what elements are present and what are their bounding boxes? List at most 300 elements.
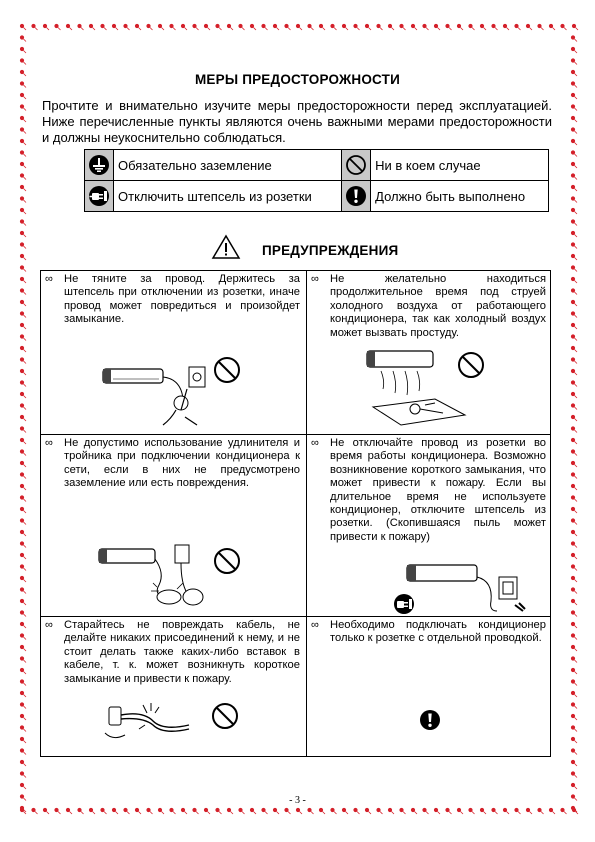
border-dot-tail xyxy=(208,812,211,815)
border-dot xyxy=(181,808,185,812)
border-dot xyxy=(20,656,24,660)
border-dot xyxy=(20,392,24,396)
border-dot-tail xyxy=(265,812,268,815)
border-dot xyxy=(146,808,150,812)
border-dot-tail xyxy=(575,212,578,215)
border-dot-tail xyxy=(380,812,383,815)
border-dot xyxy=(571,380,575,384)
warning-text-1: Не тяните за провод. Держитесь за штепсель при отключении из розетки, иначе провод может повредиться и произойдет замыкание. xyxy=(64,273,300,326)
border-dot-tail xyxy=(24,476,27,479)
border-dot xyxy=(330,24,334,28)
border-dot xyxy=(491,24,495,28)
border-dot-tail xyxy=(24,522,27,525)
border-dot-tail xyxy=(24,28,27,31)
border-dot-tail xyxy=(116,28,119,31)
border-dot-tail xyxy=(116,812,119,815)
border-dot xyxy=(376,24,380,28)
border-dot-tail xyxy=(24,695,27,698)
border-dot xyxy=(571,47,575,51)
border-dot-tail xyxy=(575,350,578,353)
border-dot xyxy=(434,808,438,812)
border-dot-tail xyxy=(24,614,27,617)
border-dot xyxy=(503,24,507,28)
border-dot xyxy=(571,564,575,568)
border-dot xyxy=(20,104,24,108)
border-dot xyxy=(31,24,35,28)
border-dot-tail xyxy=(24,545,27,548)
border-dot xyxy=(261,24,265,28)
border-dot-tail xyxy=(24,177,27,180)
border-dot-tail xyxy=(24,166,27,169)
border-dot-tail xyxy=(403,812,406,815)
border-dot-tail xyxy=(449,812,452,815)
border-dot xyxy=(215,24,219,28)
border-dot xyxy=(526,24,530,28)
border-dot-tail xyxy=(24,741,27,744)
border-dot-tail xyxy=(575,453,578,456)
border-dot-tail xyxy=(24,212,27,215)
border-dot xyxy=(571,346,575,350)
border-dot-tail xyxy=(24,672,27,675)
border-dot-tail xyxy=(24,603,27,606)
border-dot xyxy=(571,599,575,603)
border-dot-tail xyxy=(24,143,27,146)
border-dot xyxy=(571,403,575,407)
border-dot xyxy=(571,357,575,361)
symbol-legend xyxy=(84,149,549,212)
border-dot-tail xyxy=(334,28,337,31)
border-dot xyxy=(399,808,403,812)
border-dot-tail xyxy=(392,28,395,31)
border-dot xyxy=(20,737,24,741)
border-dot-tail xyxy=(392,812,395,815)
border-dot-tail xyxy=(575,51,578,54)
warning-text-2: Не желательно находиться продолжительное время под струей холодного воздуха от работающего кондиционера, так как холодный воздух может вызвать простуду. xyxy=(330,273,546,339)
border-dot xyxy=(20,185,24,189)
border-dot xyxy=(571,219,575,223)
border-dot-tail xyxy=(575,764,578,767)
warnings-title: ПРЕДУПРЕЖДЕНИЯ xyxy=(262,243,399,258)
bullet: ∞ xyxy=(45,273,53,285)
border-dot xyxy=(571,553,575,557)
border-dot xyxy=(571,415,575,419)
unplug-icon xyxy=(88,185,110,207)
border-dot-tail xyxy=(311,28,314,31)
ground-icon xyxy=(88,154,110,176)
border-dot xyxy=(571,702,575,706)
border-dot xyxy=(571,173,575,177)
border-dot-tail xyxy=(575,476,578,479)
border-dot xyxy=(537,808,541,812)
border-dot xyxy=(571,576,575,580)
border-dot-tail xyxy=(127,812,130,815)
border-dot xyxy=(434,24,438,28)
border-dot xyxy=(571,426,575,430)
border-dot xyxy=(20,311,24,315)
border-dot xyxy=(112,24,116,28)
warning-cell-2 xyxy=(307,271,552,434)
border-dot-tail xyxy=(530,28,533,31)
border-dot xyxy=(20,691,24,695)
border-dot xyxy=(20,277,24,281)
border-dot-tail xyxy=(277,812,280,815)
border-dot xyxy=(43,24,47,28)
border-dot-tail xyxy=(575,315,578,318)
border-dot-tail xyxy=(438,812,441,815)
border-dot-tail xyxy=(104,812,107,815)
border-dot xyxy=(20,58,24,62)
border-dot-tail xyxy=(196,28,199,31)
border-dot-tail xyxy=(24,568,27,571)
border-dot xyxy=(422,808,426,812)
border-dot-tail xyxy=(461,28,464,31)
border-dot xyxy=(353,24,357,28)
border-dot xyxy=(66,24,70,28)
border-dot-tail xyxy=(231,812,234,815)
border-dot xyxy=(43,808,47,812)
border-dot-tail xyxy=(47,28,50,31)
border-dot-tail xyxy=(139,28,142,31)
border-dot-tail xyxy=(24,189,27,192)
border-dot-tail xyxy=(415,812,418,815)
border-dot xyxy=(571,116,575,120)
border-dot-tail xyxy=(575,200,578,203)
border-dot-tail xyxy=(150,812,153,815)
border-dot xyxy=(20,645,24,649)
border-dot-tail xyxy=(553,28,556,31)
border-dot xyxy=(146,24,150,28)
border-dot-tail xyxy=(575,108,578,111)
border-dot xyxy=(20,139,24,143)
border-dot xyxy=(571,530,575,534)
border-dot xyxy=(571,748,575,752)
border-dot xyxy=(20,518,24,522)
border-dot-tail xyxy=(518,28,521,31)
border-dot-tail xyxy=(575,545,578,548)
border-dot-tail xyxy=(24,62,27,65)
border-dot-tail xyxy=(24,361,27,364)
border-dot-tail xyxy=(35,28,38,31)
border-dot xyxy=(422,24,426,28)
border-dot-tail xyxy=(24,706,27,709)
border-dot-tail xyxy=(575,430,578,433)
warning-cell-6 xyxy=(307,617,552,758)
border-dot xyxy=(480,808,484,812)
border-dot xyxy=(571,265,575,269)
border-dot-tail xyxy=(173,28,176,31)
border-dot-tail xyxy=(575,729,578,732)
border-dot-tail xyxy=(575,143,578,146)
border-dot xyxy=(560,24,564,28)
border-dot xyxy=(571,495,575,499)
warning-text-5: Старайтесь не повреждать кабель, не делайте никаких присоединений к нему, и не стоит делать также каких-либо вставок в кабеле, т. к. может возникнуть короткое замыкание и привести к пожару. xyxy=(64,619,300,685)
border-dot-tail xyxy=(575,131,578,134)
border-dot xyxy=(20,357,24,361)
border-dot-tail xyxy=(24,718,27,721)
prohibition-icon xyxy=(213,547,241,575)
border-dot xyxy=(457,808,461,812)
border-dot xyxy=(571,277,575,281)
border-dot xyxy=(20,438,24,442)
border-dot xyxy=(54,808,58,812)
border-dot-tail xyxy=(93,812,96,815)
border-dot xyxy=(468,24,472,28)
border-dot-tail xyxy=(24,373,27,376)
border-dot xyxy=(135,808,139,812)
border-dot xyxy=(20,714,24,718)
border-dot-tail xyxy=(575,626,578,629)
border-dot xyxy=(20,633,24,637)
prohibition-icon xyxy=(211,702,239,730)
border-dot xyxy=(20,783,24,787)
border-dot xyxy=(411,808,415,812)
border-dot xyxy=(480,24,484,28)
mandatory-icon xyxy=(419,709,441,731)
border-dot-tail xyxy=(576,812,579,815)
border-dot xyxy=(571,541,575,545)
prohibition-icon xyxy=(213,356,241,384)
border-dot-tail xyxy=(575,683,578,686)
bullet: ∞ xyxy=(311,273,319,285)
border-dot-tail xyxy=(24,453,27,456)
border-dot-tail xyxy=(81,28,84,31)
border-dot xyxy=(250,808,254,812)
border-dot-tail xyxy=(575,741,578,744)
border-dot-tail xyxy=(575,591,578,594)
border-dot xyxy=(388,24,392,28)
legend-unplug-label: Отключить штепсель из розетки xyxy=(114,181,342,212)
border-dot xyxy=(571,369,575,373)
border-dot-tail xyxy=(575,718,578,721)
border-dot xyxy=(365,24,369,28)
unplug-outlet-illustration xyxy=(397,563,532,615)
border-dot xyxy=(571,150,575,154)
border-dot-tail xyxy=(323,812,326,815)
border-dot-tail xyxy=(530,812,533,815)
warning-cell-3 xyxy=(41,435,306,616)
border-dot-tail xyxy=(472,812,475,815)
border-dot xyxy=(571,58,575,62)
border-dot xyxy=(571,645,575,649)
border-dot xyxy=(227,808,231,812)
border-dot xyxy=(20,93,24,97)
border-dot xyxy=(20,507,24,511)
border-dot xyxy=(307,808,311,812)
border-dot-tail xyxy=(575,637,578,640)
border-dot-tail xyxy=(24,488,27,491)
border-dot-tail xyxy=(24,810,27,813)
border-dot-tail xyxy=(93,28,96,31)
border-dot xyxy=(20,47,24,51)
border-dot xyxy=(571,587,575,591)
border-dot-tail xyxy=(507,812,510,815)
border-dot xyxy=(296,808,300,812)
border-dot-tail xyxy=(334,812,337,815)
border-dot-tail xyxy=(575,672,578,675)
border-dot xyxy=(284,808,288,812)
border-dot xyxy=(571,127,575,131)
border-dot-tail xyxy=(403,28,406,31)
border-dot-tail xyxy=(24,499,27,502)
border-dot xyxy=(491,808,495,812)
border-dot-tail xyxy=(357,28,360,31)
warning-cell-1 xyxy=(41,271,306,434)
border-dot-tail xyxy=(575,120,578,123)
border-dot xyxy=(181,24,185,28)
border-dot xyxy=(411,24,415,28)
warnings-heading xyxy=(0,234,595,264)
border-dot-tail xyxy=(575,810,578,813)
border-dot-tail xyxy=(24,338,27,341)
border-dot xyxy=(503,808,507,812)
border-dot xyxy=(20,346,24,350)
border-dot xyxy=(571,35,575,39)
border-dot-tail xyxy=(104,28,107,31)
legend-must-label: Должно быть выполнено xyxy=(371,181,549,212)
border-dot xyxy=(31,808,35,812)
border-dot-tail xyxy=(575,304,578,307)
border-dot xyxy=(204,24,208,28)
border-dot xyxy=(330,808,334,812)
border-dot-tail xyxy=(507,28,510,31)
legend-never-label: Ни в коем случае xyxy=(371,150,549,181)
border-dot xyxy=(319,24,323,28)
border-dot xyxy=(20,622,24,626)
border-dot-tail xyxy=(575,522,578,525)
border-dot xyxy=(227,24,231,28)
border-dot-tail xyxy=(24,649,27,652)
border-dot xyxy=(20,426,24,430)
border-dot-tail xyxy=(575,223,578,226)
border-dot-tail xyxy=(219,28,222,31)
border-dot-tail xyxy=(575,281,578,284)
border-dot xyxy=(20,760,24,764)
border-dot xyxy=(307,24,311,28)
border-dot-tail xyxy=(575,775,578,778)
border-dot xyxy=(571,771,575,775)
warning-triangle-icon xyxy=(211,234,241,260)
border-dot-tail xyxy=(24,39,27,42)
border-dot xyxy=(571,104,575,108)
prohibition-icon xyxy=(457,351,485,379)
bullet: ∞ xyxy=(311,619,319,631)
border-dot-tail xyxy=(575,787,578,790)
border-dot xyxy=(20,369,24,373)
border-dot-tail xyxy=(277,28,280,31)
border-dot-tail xyxy=(415,28,418,31)
border-dot-tail xyxy=(24,787,27,790)
border-dot-tail xyxy=(461,812,464,815)
border-dot-tail xyxy=(24,200,27,203)
border-dot xyxy=(571,461,575,465)
border-dot-tail xyxy=(24,752,27,755)
border-dot-tail xyxy=(575,384,578,387)
border-dot xyxy=(20,162,24,166)
border-dot-tail xyxy=(575,649,578,652)
border-dot xyxy=(20,530,24,534)
border-dot-tail xyxy=(24,637,27,640)
border-dot-tail xyxy=(81,812,84,815)
warning-cell-5 xyxy=(41,617,306,758)
border-dot xyxy=(571,162,575,166)
border-dot xyxy=(20,380,24,384)
border-dot xyxy=(20,300,24,304)
border-dot-tail xyxy=(185,28,188,31)
page-title: МЕРЫ ПРЕДОСТОРОЖНОСТИ xyxy=(194,72,401,87)
mandatory-icon xyxy=(345,185,367,207)
border-dot-tail xyxy=(24,465,27,468)
border-dot xyxy=(20,587,24,591)
border-dot xyxy=(571,507,575,511)
border-dot-tail xyxy=(24,442,27,445)
border-dot-tail xyxy=(575,511,578,514)
border-dot-tail xyxy=(24,407,27,410)
border-dot-tail xyxy=(265,28,268,31)
border-dot-tail xyxy=(564,28,567,31)
border-dot-tail xyxy=(24,97,27,100)
border-dot xyxy=(204,808,208,812)
border-dot-tail xyxy=(58,28,61,31)
border-dot xyxy=(20,576,24,580)
border-dot-tail xyxy=(575,534,578,537)
border-dot xyxy=(514,808,518,812)
border-dot xyxy=(571,610,575,614)
border-dot xyxy=(549,808,553,812)
extension-cord-illustration xyxy=(97,543,215,611)
border-dot xyxy=(20,725,24,729)
border-dot-tail xyxy=(24,729,27,732)
border-dot-tail xyxy=(173,812,176,815)
border-dot xyxy=(571,679,575,683)
border-dot xyxy=(20,116,24,120)
border-dot-tail xyxy=(575,62,578,65)
border-dot-tail xyxy=(24,269,27,272)
border-dot-tail xyxy=(575,407,578,410)
border-dot-tail xyxy=(24,51,27,54)
border-dot xyxy=(250,24,254,28)
border-dot-tail xyxy=(24,108,27,111)
border-dot-tail xyxy=(24,131,27,134)
border-dot xyxy=(365,808,369,812)
border-dot-tail xyxy=(70,812,73,815)
border-dot-tail xyxy=(575,419,578,422)
border-dot-tail xyxy=(575,97,578,100)
border-dot-tail xyxy=(24,591,27,594)
border-dot xyxy=(571,622,575,626)
border-dot-tail xyxy=(575,442,578,445)
border-dot-tail xyxy=(575,499,578,502)
border-dot xyxy=(549,24,553,28)
border-dot-tail xyxy=(575,695,578,698)
border-dot xyxy=(66,808,70,812)
border-dot-tail xyxy=(24,384,27,387)
border-dot xyxy=(20,610,24,614)
border-dot-tail xyxy=(208,28,211,31)
border-dot xyxy=(571,633,575,637)
border-dot xyxy=(571,185,575,189)
warning-text-3: Не допустимо использование удлинителя и тройника при подключении кондиционера к сети, если в них не предусмотрено заземление или есть повреждения. xyxy=(64,437,300,490)
border-dot xyxy=(560,808,564,812)
border-dot xyxy=(388,808,392,812)
border-dot-tail xyxy=(576,28,579,31)
border-dot-tail xyxy=(24,534,27,537)
border-dot xyxy=(571,668,575,672)
border-dot-tail xyxy=(288,812,291,815)
border-dot xyxy=(20,35,24,39)
pulling-cord-illustration xyxy=(101,359,221,429)
border-dot-tail xyxy=(518,812,521,815)
border-dot xyxy=(20,150,24,154)
